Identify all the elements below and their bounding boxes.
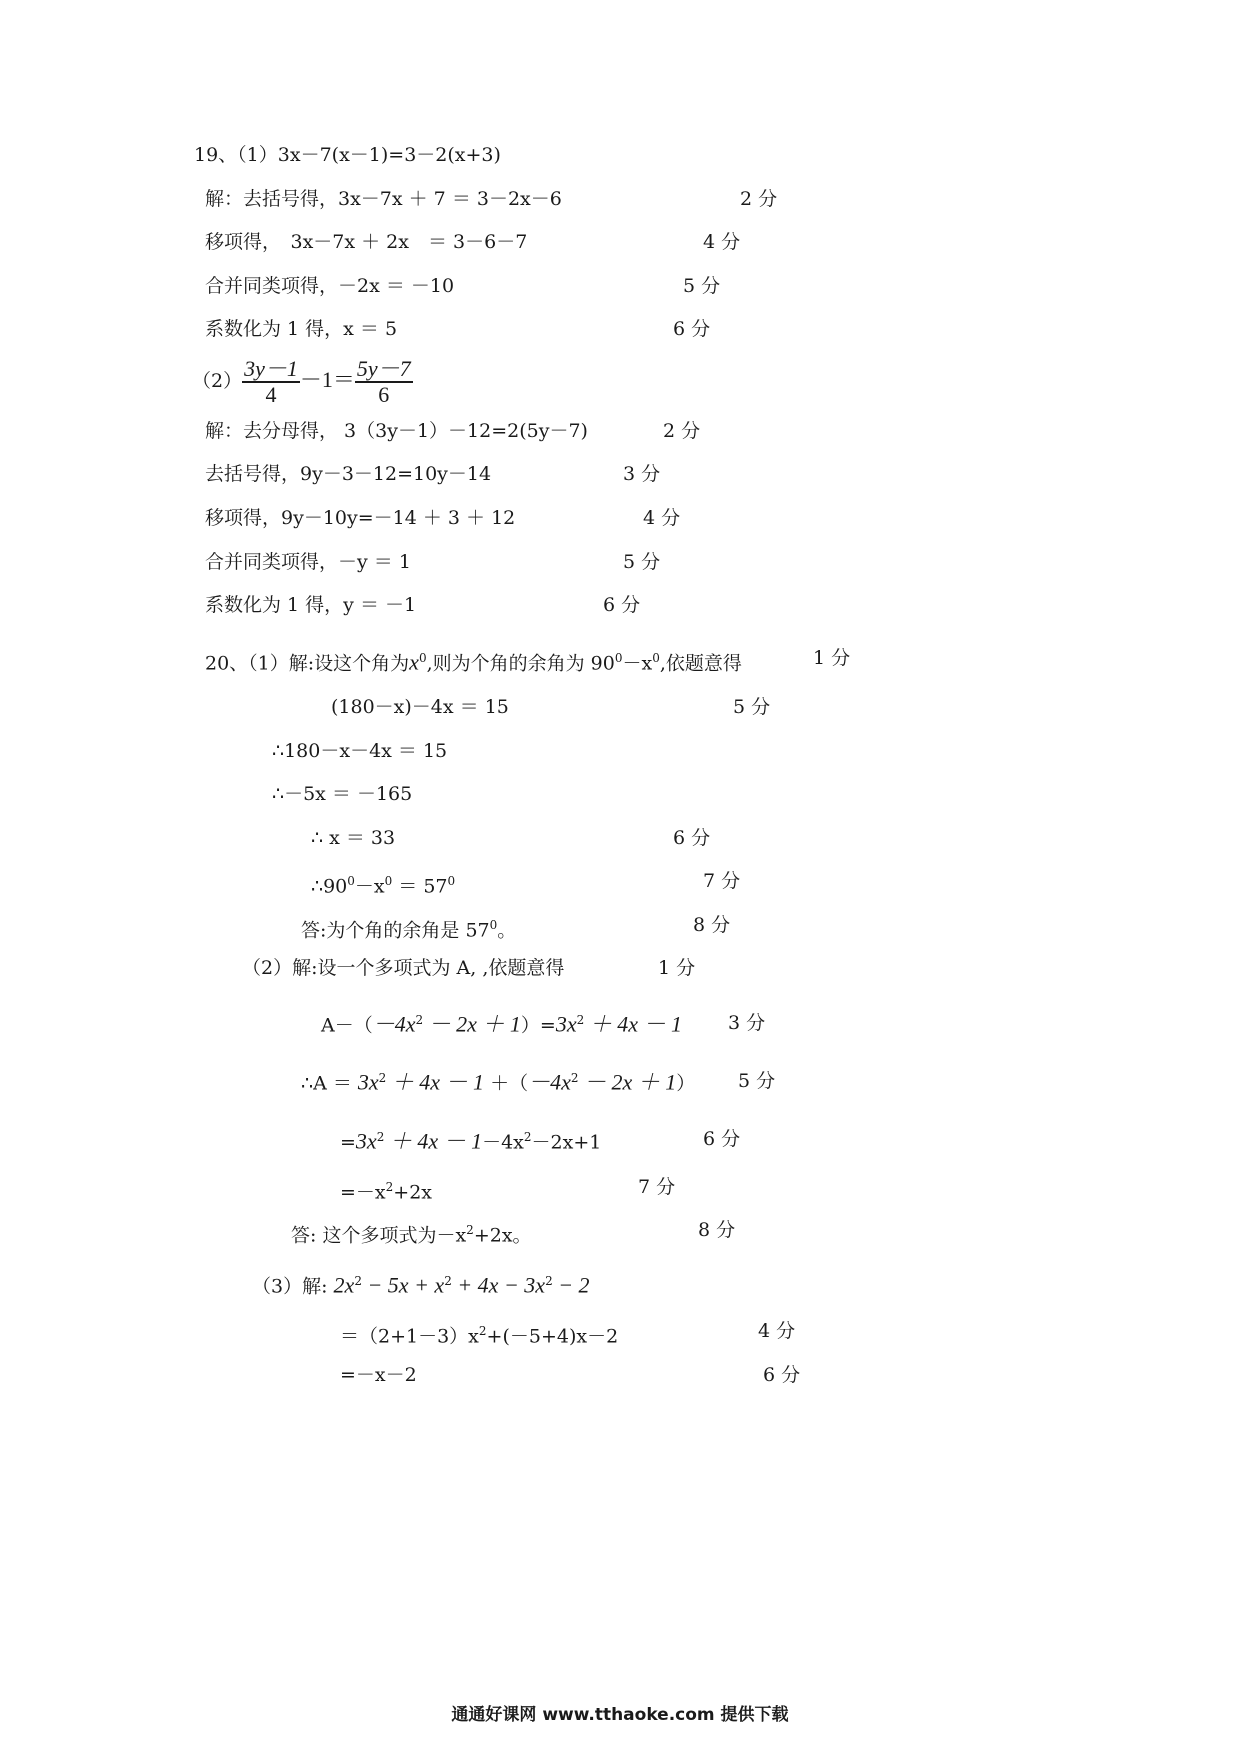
q20-p2-l3-e: －2x+1: [531, 1131, 602, 1154]
q20-p2-ans-b: +2x。: [473, 1224, 532, 1247]
q19-p1-score-1: 2 分: [740, 188, 778, 210]
q19-p2-step-5: 系数化为 1 得，y ＝ －1: [205, 594, 417, 616]
q19-p2-label: （2）: [192, 370, 243, 392]
q20-p3-expr-c: + 4x − 3x: [451, 1272, 546, 1298]
fraction-left-numerator: 3y－1: [244, 356, 298, 381]
q20-p1-score-1: 5 分: [733, 696, 771, 718]
q20-p1-intro-b: ,则为个角的余角为 90: [426, 652, 615, 675]
q20-p2-step-3: [340, 1124, 601, 1155]
q20-p3-step-1: [340, 1318, 618, 1349]
q20-p1-score-4: 6 分: [673, 827, 711, 849]
q20-p2-l1-a: A－（: [321, 1014, 373, 1037]
q20-p2-l2-d: ＋（: [484, 1072, 529, 1095]
q20-p2-l2-b: 3x: [357, 1069, 379, 1095]
exponent: 2: [385, 1180, 394, 1194]
q20-p2-l4-b: +2x: [393, 1181, 433, 1204]
q20-p2-score-3: 6 分: [703, 1128, 741, 1150]
exponent: 2: [378, 1071, 387, 1085]
q19-p2-score-2: 3 分: [623, 463, 661, 485]
q20-p3-score-1: 4 分: [758, 1320, 796, 1342]
q19-header: 19、（1）3x－7(x－1)=3－2(x+3): [194, 144, 501, 166]
q20-p2-l2-e: －4x: [528, 1069, 571, 1095]
q20-p2-ans-a: 答: 这个多项式为－x: [291, 1224, 467, 1247]
q19-p1-step-1: 解：去括号得，3x－7x ＋ 7 ＝ 3－2x－6: [205, 188, 562, 210]
q20-p2-l2-a: ∴A ＝: [301, 1072, 358, 1095]
exponent: 2: [376, 1130, 385, 1144]
q20-p1-ans-a: 答:为个角的余角是 57: [301, 919, 490, 942]
q20-p2-l1-c: － 2x ＋ 1: [423, 1011, 521, 1037]
q19-p2-minus-one: －1＝: [299, 367, 355, 392]
degree-mark: 0: [652, 651, 660, 665]
degree-mark: 0: [447, 874, 456, 888]
q19-p2-step-1: 解：去分母得， 3（3y－1）－12=2(5y－7): [205, 420, 588, 442]
q19-p1-score-4: 6 分: [673, 318, 711, 340]
q20-p1-step-3: ∴－5x ＝ －165: [272, 783, 413, 805]
q20-p2-l3-d: －4x: [482, 1131, 524, 1154]
q19-p2-score-5: 6 分: [603, 594, 641, 616]
q19-p2-score-3: 4 分: [643, 507, 681, 529]
q20-p2-intro: （2）解:设一个多项式为 A, ,依题意得: [242, 957, 565, 979]
exponent: 2: [576, 1013, 585, 1027]
q20-p2-answer: [291, 1217, 532, 1248]
exponent: 2: [415, 1013, 424, 1027]
q20-p1-intro-c: －x: [622, 652, 653, 675]
q20-p3-l1-a: ＝（2+1－3）x: [340, 1325, 479, 1348]
fraction-right-denominator: 6: [378, 382, 390, 407]
q20-p2-answer-score: 8 分: [698, 1219, 736, 1241]
q20-p2-l1-b: －4x: [372, 1011, 416, 1037]
q20-p3-expr-d: − 2: [552, 1272, 590, 1298]
q20-p2-l4-a: =－x: [340, 1181, 386, 1204]
q20-p2-l1-f: ＋ 4x － 1: [584, 1011, 682, 1037]
q20-p3-label: （3）解:: [252, 1275, 328, 1298]
q20-p2-l1-d: ）=: [520, 1014, 556, 1037]
q19-p2-step-3: 移项得，9y－10y=－14 ＋ 3 ＋ 12: [205, 507, 516, 529]
q19-p2-score-4: 5 分: [623, 551, 661, 573]
q20-p2-l2-f: － 2x ＋ 1: [578, 1069, 677, 1095]
q20-p1-var-x: x: [409, 649, 419, 675]
q20-p1-answer: [301, 912, 516, 943]
q20-p3-score-2: 6 分: [763, 1364, 801, 1386]
q20-p2-step-4: [340, 1174, 432, 1205]
exponent: 2: [478, 1324, 487, 1338]
q20-p1-step-4: ∴ x ＝ 33: [311, 827, 396, 849]
q20-p2-l3-c: ＋ 4x － 1: [384, 1128, 483, 1154]
exponent: 2: [354, 1274, 362, 1288]
q19-p2-step-2: 去括号得，9y－3－12=10y－14: [205, 463, 492, 485]
q20-p3-l1-b: +(－5+4)x－2: [486, 1325, 619, 1348]
exponent: 2: [444, 1274, 452, 1288]
fraction-right-numerator: 5y－7: [356, 356, 411, 381]
q20-p3-intro: [252, 1268, 590, 1299]
q20-p1-step-2: ∴180－x－4x ＝ 15: [272, 740, 448, 762]
exponent: 2: [523, 1130, 532, 1144]
q19-p1-score-3: 5 分: [683, 275, 721, 297]
q19-p1-step-3: 合并同类项得，－2x ＝ －10: [205, 275, 455, 297]
q20-p1-ans-b: 。: [497, 919, 517, 942]
exponent: 2: [570, 1071, 579, 1085]
q20-p2-score-4: 7 分: [638, 1176, 676, 1198]
q20-p2-l1-e: 3x: [555, 1011, 577, 1037]
exponent: 2: [545, 1274, 553, 1288]
degree-mark: 0: [418, 651, 427, 665]
fraction-left: [242, 357, 300, 407]
q20-p2-l2-c: ＋ 4x － 1: [386, 1069, 485, 1095]
q20-p1-l6-c: ＝ 57: [392, 875, 448, 898]
q20-p3-step-2: =－x－2: [340, 1364, 417, 1386]
q20-p1-step-1: (180－x)－4x ＝ 15: [331, 696, 509, 718]
fraction-left-denominator: 4: [265, 382, 277, 407]
q20-p1-l6-a: ∴90: [311, 875, 348, 898]
q20-p2-l3-a: =: [340, 1131, 356, 1154]
exponent: 2: [466, 1223, 474, 1237]
q19-p2-score-1: 2 分: [663, 420, 701, 442]
degree-mark: 0: [614, 651, 623, 665]
q20-p1-intro-a: 20、（1）解:设这个角为: [205, 652, 410, 675]
q20-p2-score-2: 5 分: [738, 1070, 776, 1092]
q20-p3-expr-a: 2x: [333, 1272, 355, 1298]
q20-p1-intro: [205, 645, 742, 676]
q20-p2-step-2: [301, 1065, 695, 1096]
q19-p2-equation: [192, 352, 413, 409]
q19-p2-step-4: 合并同类项得，－y ＝ 1: [205, 551, 411, 573]
q20-p1-answer-score: 8 分: [693, 914, 731, 936]
q20-p1-score-5: 7 分: [703, 870, 741, 892]
q20-p1-l6-b: －x: [354, 875, 385, 898]
q20-p2-step-1: [321, 1007, 682, 1038]
degree-mark: 0: [347, 874, 355, 888]
q20-p2-l3-b: 3x: [355, 1128, 377, 1154]
footer-credit: 通通好课网 www.tthaoke.com 提供下载: [451, 1705, 789, 1725]
q20-p1-step-5: [311, 868, 455, 899]
q20-p1-intro-d: ,依题意得: [659, 652, 742, 675]
degree-mark: 0: [489, 918, 498, 932]
fraction-right: [355, 357, 413, 407]
q20-p2-intro-score: 1 分: [658, 957, 696, 979]
q20-p3-expr-b: − 5x + x: [361, 1272, 445, 1298]
q20-p2-score-1: 3 分: [728, 1012, 766, 1034]
q20-p1-intro-score: 1 分: [813, 647, 851, 669]
q19-p1-step-4: 系数化为 1 得，x ＝ 5: [205, 318, 398, 340]
q19-p1-step-2: 移项得， 3x－7x ＋ 2x ＝ 3－6－7: [205, 231, 528, 253]
q20-p2-l2-g: ）: [676, 1072, 696, 1095]
degree-mark: 0: [384, 874, 393, 888]
q19-p1-score-2: 4 分: [703, 231, 741, 253]
